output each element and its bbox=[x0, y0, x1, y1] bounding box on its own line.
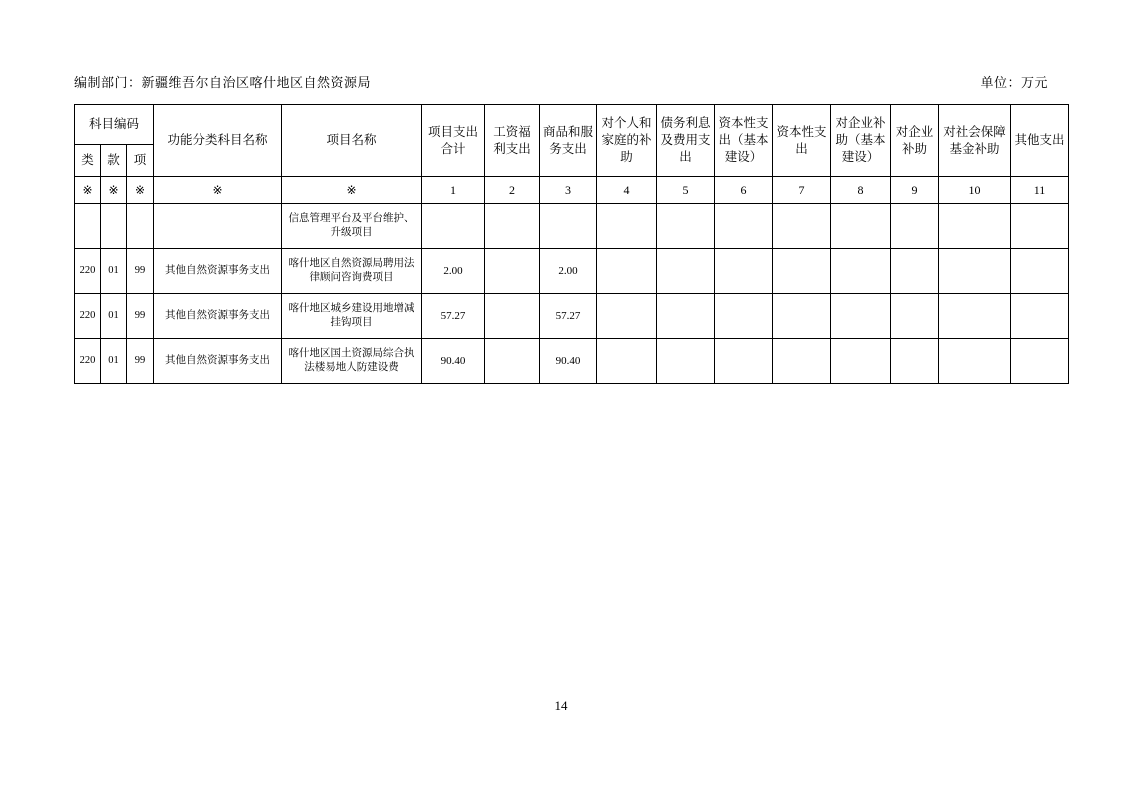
cell-col-7 bbox=[773, 204, 831, 249]
cell-func-name: 其他自然资源事务支出 bbox=[154, 294, 282, 339]
cell-col-4 bbox=[597, 339, 657, 384]
header-col-9: 对企业补助 bbox=[891, 105, 939, 177]
compiling-department-label: 编制部门：新疆维吾尔自治区喀什地区自然资源局 bbox=[74, 75, 372, 90]
cell-col-7 bbox=[773, 294, 831, 339]
cell-col-3: 57.27 bbox=[540, 294, 597, 339]
cell-col-10 bbox=[939, 249, 1011, 294]
cell-project-name: 喀什地区自然资源局聘用法律顾问咨询费项目 bbox=[282, 249, 422, 294]
cell-col-5 bbox=[657, 204, 715, 249]
num-col-2: 2 bbox=[485, 177, 540, 204]
header-col-3: 商品和服务支出 bbox=[540, 105, 597, 177]
cell-kuan bbox=[101, 204, 127, 249]
num-proj: ※ bbox=[282, 177, 422, 204]
header-lei: 类 bbox=[75, 145, 101, 177]
header-col-2: 工资福利支出 bbox=[485, 105, 540, 177]
cell-col-1: 57.27 bbox=[422, 294, 485, 339]
cell-col-2 bbox=[485, 249, 540, 294]
cell-col-6 bbox=[715, 249, 773, 294]
cell-col-2 bbox=[485, 339, 540, 384]
cell-col-11 bbox=[1011, 249, 1069, 294]
num-col-1: 1 bbox=[422, 177, 485, 204]
num-col-9: 9 bbox=[891, 177, 939, 204]
cell-col-1: 90.40 bbox=[422, 339, 485, 384]
cell-lei: 220 bbox=[75, 294, 101, 339]
header-col-11: 其他支出 bbox=[1011, 105, 1069, 177]
num-col-10: 10 bbox=[939, 177, 1011, 204]
cell-col-8 bbox=[831, 339, 891, 384]
budget-table bbox=[74, 104, 1069, 384]
cell-func-name bbox=[154, 204, 282, 249]
table-row bbox=[75, 249, 1069, 294]
header-col-1: 项目支出合计 bbox=[422, 105, 485, 177]
cell-col-10 bbox=[939, 294, 1011, 339]
cell-col-11 bbox=[1011, 339, 1069, 384]
cell-col-6 bbox=[715, 204, 773, 249]
cell-col-3: 2.00 bbox=[540, 249, 597, 294]
num-col-8: 8 bbox=[831, 177, 891, 204]
header-code-group: 科目编码 bbox=[75, 105, 154, 145]
unit-label: 单位：万元 bbox=[980, 75, 1048, 90]
num-func: ※ bbox=[154, 177, 282, 204]
cell-col-10 bbox=[939, 339, 1011, 384]
header-kuan: 款 bbox=[101, 145, 127, 177]
cell-col-8 bbox=[831, 204, 891, 249]
num-col-3: 3 bbox=[540, 177, 597, 204]
cell-col-5 bbox=[657, 294, 715, 339]
cell-func-name: 其他自然资源事务支出 bbox=[154, 249, 282, 294]
table-row bbox=[75, 204, 1069, 249]
header-col-6: 资本性支出（基本建设） bbox=[715, 105, 773, 177]
num-col-7: 7 bbox=[773, 177, 831, 204]
cell-xiang: 99 bbox=[127, 294, 154, 339]
cell-xiang bbox=[127, 204, 154, 249]
cell-col-11 bbox=[1011, 294, 1069, 339]
cell-col-9 bbox=[891, 294, 939, 339]
num-col-5: 5 bbox=[657, 177, 715, 204]
cell-col-7 bbox=[773, 249, 831, 294]
cell-lei: 220 bbox=[75, 249, 101, 294]
cell-col-2 bbox=[485, 294, 540, 339]
cell-col-7 bbox=[773, 339, 831, 384]
cell-col-4 bbox=[597, 204, 657, 249]
num-col-6: 6 bbox=[715, 177, 773, 204]
header-project-name: 项目名称 bbox=[282, 105, 422, 177]
num-lei: ※ bbox=[75, 177, 101, 204]
cell-func-name: 其他自然资源事务支出 bbox=[154, 339, 282, 384]
header-col-7: 资本性支出 bbox=[773, 105, 831, 177]
table-row bbox=[75, 339, 1069, 384]
cell-xiang: 99 bbox=[127, 249, 154, 294]
cell-kuan: 01 bbox=[101, 249, 127, 294]
table-row bbox=[75, 294, 1069, 339]
cell-col-2 bbox=[485, 204, 540, 249]
cell-col-1: 2.00 bbox=[422, 249, 485, 294]
cell-col-4 bbox=[597, 249, 657, 294]
header-col-4: 对个人和家庭的补助 bbox=[597, 105, 657, 177]
cell-col-3: 90.40 bbox=[540, 339, 597, 384]
cell-kuan: 01 bbox=[101, 339, 127, 384]
column-number-row bbox=[75, 177, 1069, 204]
page-number: 14 bbox=[554, 698, 568, 713]
cell-col-9 bbox=[891, 204, 939, 249]
cell-col-8 bbox=[831, 294, 891, 339]
cell-col-11 bbox=[1011, 204, 1069, 249]
cell-project-name: 喀什地区国土资源局综合执法楼易地人防建设费 bbox=[282, 339, 422, 384]
cell-col-4 bbox=[597, 294, 657, 339]
header-col-10: 对社会保障基金补助 bbox=[939, 105, 1011, 177]
header-xiang: 项 bbox=[127, 145, 154, 177]
cell-col-9 bbox=[891, 249, 939, 294]
cell-col-5 bbox=[657, 249, 715, 294]
cell-col-8 bbox=[831, 249, 891, 294]
cell-col-9 bbox=[891, 339, 939, 384]
cell-lei: 220 bbox=[75, 339, 101, 384]
header-col-5: 债务利息及费用支出 bbox=[657, 105, 715, 177]
table-header-row-1 bbox=[75, 105, 1069, 145]
header-col-8: 对企业补助（基本建设） bbox=[831, 105, 891, 177]
document-header bbox=[74, 72, 1048, 91]
cell-kuan: 01 bbox=[101, 294, 127, 339]
num-kuan: ※ bbox=[101, 177, 127, 204]
header-func-name: 功能分类科目名称 bbox=[154, 105, 282, 177]
cell-col-6 bbox=[715, 294, 773, 339]
cell-col-10 bbox=[939, 204, 1011, 249]
cell-col-6 bbox=[715, 339, 773, 384]
cell-col-1 bbox=[422, 204, 485, 249]
cell-project-name: 信息管理平台及平台维护、升级项目 bbox=[282, 204, 422, 249]
cell-project-name: 喀什地区城乡建设用地增减挂钩项目 bbox=[282, 294, 422, 339]
cell-xiang: 99 bbox=[127, 339, 154, 384]
cell-col-3 bbox=[540, 204, 597, 249]
cell-col-5 bbox=[657, 339, 715, 384]
num-xiang: ※ bbox=[127, 177, 154, 204]
num-col-4: 4 bbox=[597, 177, 657, 204]
cell-lei bbox=[75, 204, 101, 249]
num-col-11: 11 bbox=[1011, 177, 1069, 204]
